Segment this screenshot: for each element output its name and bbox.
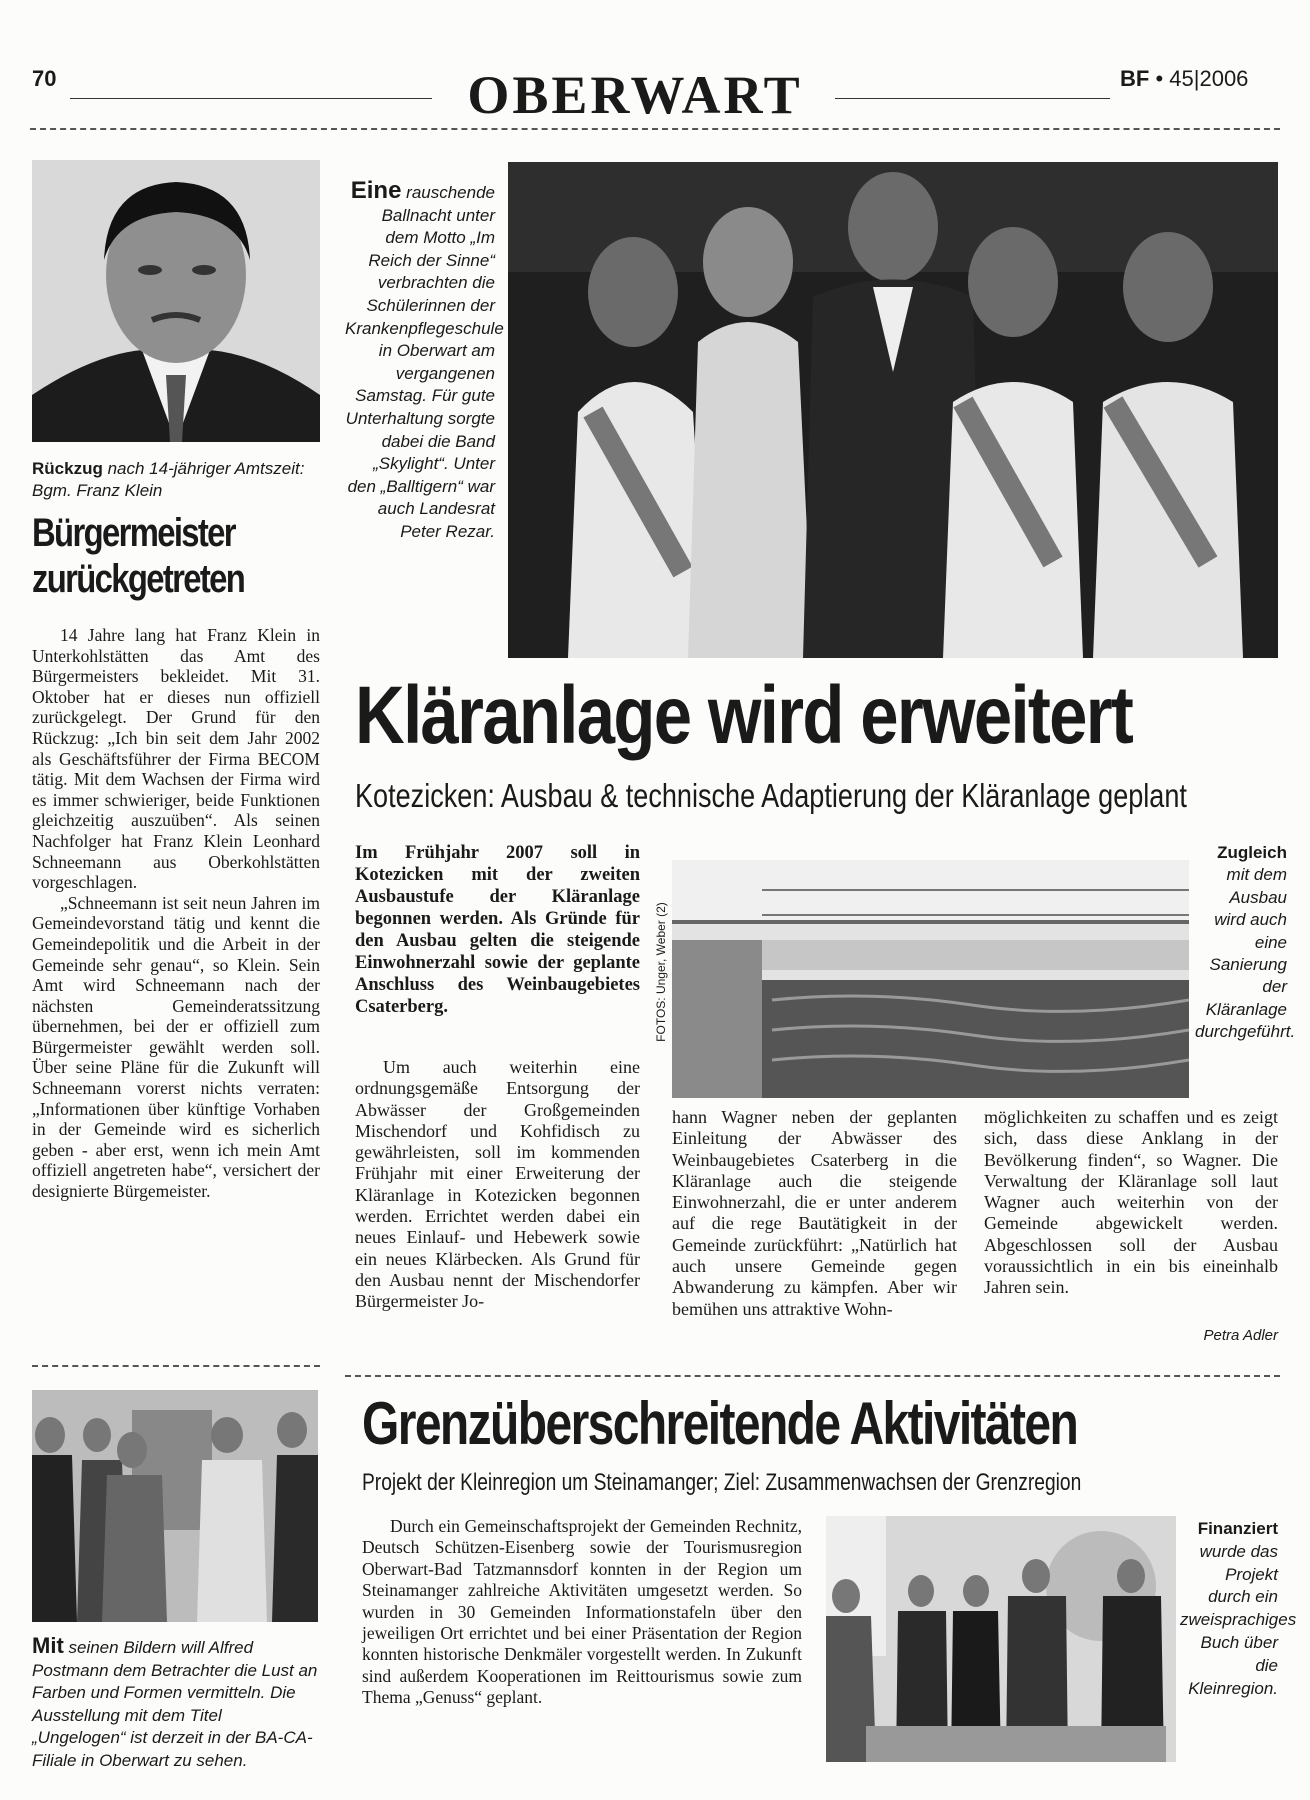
presentation-illustration: [826, 1516, 1176, 1762]
presentation-caption: [1180, 1518, 1297, 1700]
left-article-body: [32, 625, 320, 1202]
left-divider: [32, 1365, 320, 1367]
header-divider: [30, 128, 1280, 130]
plant-illustration: [672, 860, 1189, 1098]
portrait-caption-text: nach 14-jähriger Amtszeit: Bgm. Franz Klein: [32, 459, 305, 500]
author-name: Petra Adler: [1203, 1327, 1278, 1344]
portrait-caption-lead: Rückzug: [32, 459, 103, 478]
publication-info: [1120, 66, 1248, 92]
main-column-2: hann Wagner neben der geplanten Einleitung der Abwässer des Weinbaugebietes Csaterberg in die Kläranlage auch die steigende Einwohnerzahl, die er unter anderem auf die rege Bautätigkeit in der Gemeinde zurückführt: „Natürlich hat auch unsere Gemeinde gegen Abwanderung zu kämpfen. Aber wir bemühen uns attraktive Wohn-: [672, 1107, 957, 1319]
left-paragraph-2: „Schneemann ist seit neun Jahren im Gemeindevorstand tätig und kennt die Gemeindepolitik und die Arbeit in der Gemeinde sehr genau“, so Klein. Sein Amt wird Schneemann nach der nächsten Gemeinderatssitzung übernehmen, bei der er offiziell zum Bürgermeister gewählt werden soll. Über seine Pläne für die Zukunft will Schneemann vorerst nichts verraten: „Informationen über künftige Vorhaben in der Gemeinde wird es sicherlich geben - aber erst, wenn ich mein Amt offiziell angetreten habe“, versichert der designierte Bürgemeister.: [32, 892, 320, 1202]
plant-caption-text: mit dem Ausbau wird auch eine Sanierung der Kläranlage durchgeführt.: [1195, 865, 1296, 1042]
exhibition-caption-lead: Mit: [32, 1633, 64, 1658]
presentation-photo: [826, 1516, 1176, 1762]
ball-caption: [345, 177, 504, 544]
main-subheadline: Kotezicken: Ausbau & technische Adaptierung der Kläranlage geplant: [355, 777, 1187, 814]
plant-caption-lead: Zugleich: [1217, 843, 1287, 862]
issue-number: 45|2006: [1169, 66, 1249, 91]
section-title: OBERWART: [467, 65, 803, 125]
plant-caption: [1195, 842, 1296, 1044]
main-column-1: Um auch weiterhin eine ordnungsgemäße Entsorgung der Abwässer der Großgemeinden Mischendorf und Kohfidisch zu gewährleisten, soll im kommenden Frühjahr mit einer Erweiterung der Kläranlage in Kotezicken begonnen werden. Errichtet werden dabei ein neues Einlauf- und Hebewerk sowie ein neues Klärbecken. Als Grund für den Ausbau nennt der Mischendorfer Bürgermeister Jo-: [355, 1057, 640, 1312]
ball-illustration: [508, 162, 1278, 658]
main-lead: Im Frühjahr 2007 soll in Kotezicken mit der zweiten Ausbaustufe der Kläranlage begonnen werden. Als Gründe für den Ausbau gelten die steigende Einwohnerzahl sowie der geplante Anschluss des Weinbaugebietes Csaterberg.: [355, 843, 640, 1017]
left-headline: [32, 510, 244, 602]
presentation-caption-lead: Finanziert: [1197, 1519, 1278, 1538]
photo-credit: FOTOS: Unger, Weber (2): [654, 902, 668, 1042]
main-column-3: möglichkeiten zu schaffen und es zeigt sich, dass diese Anklang in der Bevölkerung finden“, so Wagner. Die Verwaltung der Kläranlage soll laut Wagner auch weiterhin von der Gemeinde abgewickelt werden. Abgeschlossen soll der Ausbau voraussichtlich in ein bis eineinhalb Jahren sein.: [984, 1107, 1278, 1298]
portrait-caption: [32, 458, 322, 502]
separator-dot: •: [1155, 66, 1164, 91]
header-rule-right: [835, 98, 1110, 99]
ball-photo: [508, 162, 1278, 658]
exhibition-illustration: [32, 1390, 318, 1622]
portrait-illustration: [32, 160, 320, 442]
plant-photo: [672, 860, 1189, 1098]
publication-name: BF: [1120, 66, 1150, 91]
exhibition-photo: [32, 1390, 318, 1622]
main-headline: Kläranlage wird erweitert: [355, 670, 1133, 761]
page-number: 70: [32, 66, 57, 91]
bottom-subheadline: Projekt der Kleinregion um Steinamanger; Ziel: Zusammenwachsen der Grenzregion: [362, 1469, 1082, 1496]
presentation-caption-text: wurde das Projekt durch ein zweisprachiges Buch über die Kleinregion.: [1180, 1541, 1297, 1698]
left-headline-line2: zurückgetreten: [32, 557, 245, 601]
left-paragraph-1: 14 Jahre lang hat Franz Klein in Unterkohlstätten das Amt des Bürgermeisters bekleidet. Mit 31. Oktober hat er dieses nun offiziell zurückgelegt. Der Grund für den Rückzug: „Ich bin seit dem Jahr 2002 als Geschäftsführer der Firma BECOM tätig. Mit dem Wachsen der Firma wird es immer schwieriger, beide Funktionen gleichzeitig auszuüben“. Als seinen Nachfolger hat Franz Klein Leonhard Schneemann aus Oberkohlstätten vorgeschlagen.: [32, 625, 320, 893]
ball-caption-text: rauschende Ballnacht unter dem Motto „Im Reich der Sinne“ verbrachten die Schülerinnen der Krankenpflegeschule in Oberwart am vergangenen Samstag. Für gute Unterhaltung sorgte dabei die Band „Skylight“. Unter den „Balltigern“ war auch Landesrat Peter Rezar.: [345, 183, 504, 541]
main-divider: [345, 1375, 1280, 1377]
photo-credit-wrap: [651, 850, 671, 1100]
bottom-headline: Grenzüberschreitende Aktivitäten: [362, 1390, 1078, 1457]
left-headline-line1: Bürgermeister: [32, 511, 235, 555]
exhibition-caption: [32, 1635, 320, 1772]
bottom-article-body: Durch ein Gemeinschaftsprojekt der Gemeinden Rechnitz, Deutsch Schützen-Eisenberg sowie der Tourismusregion Oberwart-Bad Tatzmannsdorf konnten in der Region um Steinamanger zahlreiche Aktivitäten umgesetzt werden. So wurden in 30 Gemeinden Informationstafeln über den jeweiligen Ort errichtet und bei einer Präsentation der Region konnten historische Denkmäler vorgestellt werden. In Zukunft sind außerdem Kooperationen im Reittourismus sowie zum Thema „Genuss“ geplant.: [362, 1516, 802, 1708]
header-rule-left: [70, 98, 432, 99]
ball-caption-lead: Eine: [350, 177, 402, 204]
exhibition-caption-text: seinen Bildern will Alfred Postmann dem Betrachter die Lust an Farben und Formen vermitteln. Die Ausstellung mit dem Titel „Ungelogen“ ist derzeit in der BA-CA-Filiale in Oberwart zu sehen.: [32, 1638, 318, 1770]
portrait-photo: [32, 160, 320, 442]
